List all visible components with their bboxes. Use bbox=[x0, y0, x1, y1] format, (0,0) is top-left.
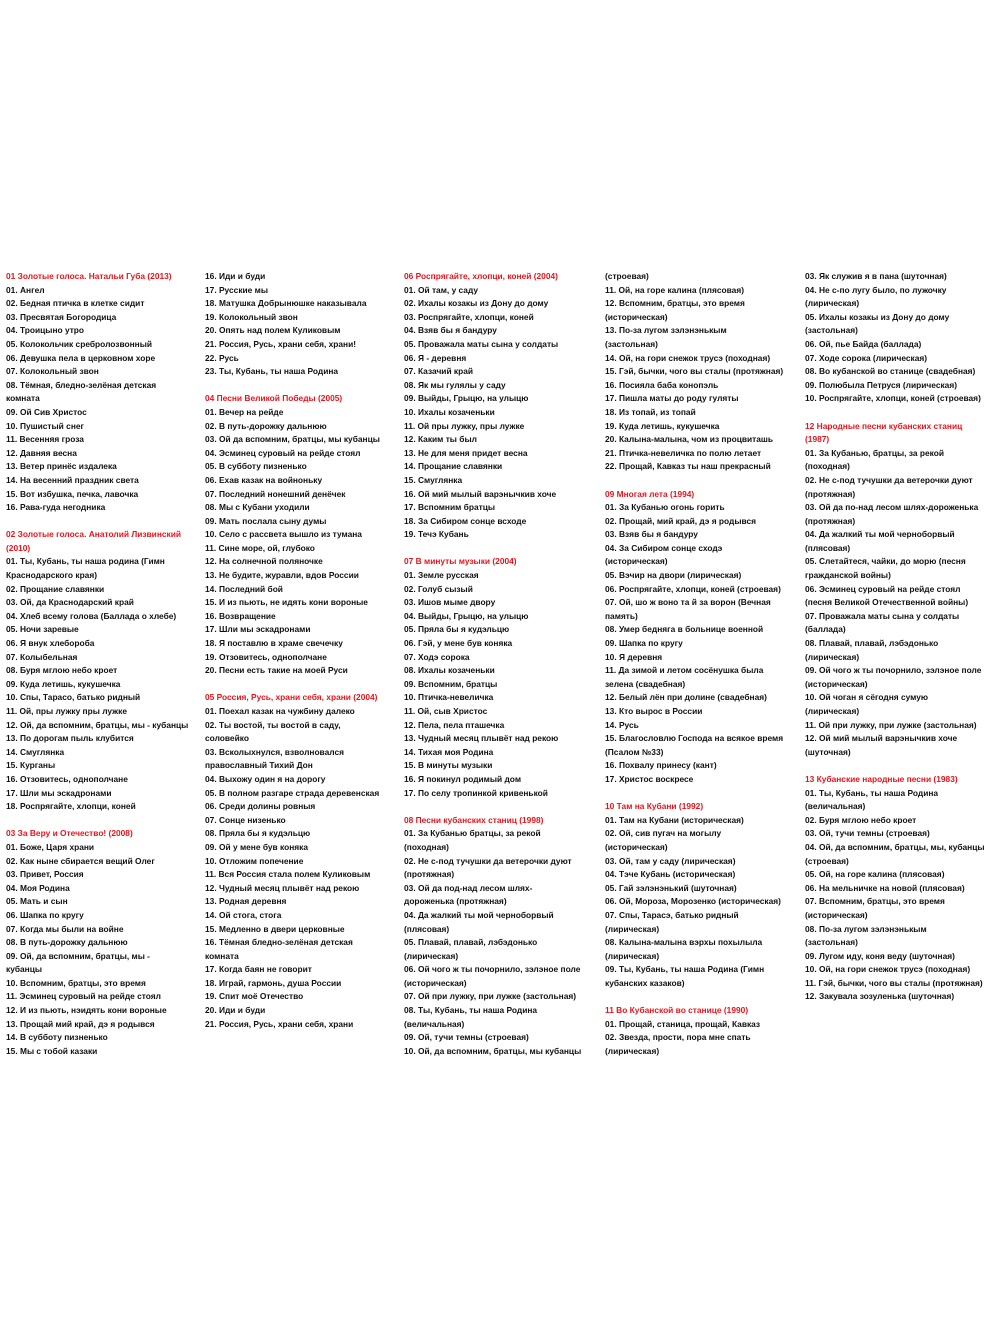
track-line: 09. Ой чого ж ты почорнило, зэлэное поле bbox=[805, 665, 982, 676]
track-line: 08. Ты, Кубань, ты наша Родина bbox=[404, 1005, 538, 1016]
track-line: 03. Привет, Россия bbox=[6, 869, 84, 880]
track-line: 07. Когда мы были на войне bbox=[6, 923, 124, 934]
track-line: 06. На мельничке на новой (плясовая) bbox=[805, 882, 965, 893]
track-line: 06. Девушка пела в церковном хоре bbox=[6, 352, 156, 363]
track-line: 19. Течэ Кубань bbox=[404, 529, 469, 540]
track-line: 08. Плавай, плавай, лэбэдонько bbox=[805, 638, 939, 649]
track-line: 08. В путь-дорожку дальнюю bbox=[6, 937, 128, 948]
track-line: 22. Русь bbox=[205, 352, 239, 363]
track-line: гражданской войны) bbox=[805, 570, 891, 581]
track-line: 05. Слетайтеся, чайки, до морю (песня bbox=[805, 556, 966, 567]
track-line: 14. Ой стога, стога bbox=[205, 909, 282, 920]
track-line: (застольная) bbox=[805, 937, 858, 948]
track-line: память) bbox=[605, 610, 638, 621]
album-heading: 05 Россия, Русь, храни себя, храни (2004) bbox=[205, 692, 378, 703]
track-line: 05. Пряла бы я кудэльцю bbox=[404, 624, 510, 635]
track-line: 06. Ой чого ж ты почорнило, зэлэное поле bbox=[404, 964, 581, 975]
album-heading: 08 Песни кубанских станиц (1998) bbox=[404, 814, 544, 825]
track-line: 10. Ой, да вспомним, братцы, мы кубанцы bbox=[404, 1045, 582, 1056]
track-line: 04. Да жалкий ты мой черноборвый bbox=[404, 909, 554, 920]
spacer bbox=[205, 379, 402, 393]
track-line: 03. Роспрягайте, хлопци, коней bbox=[404, 311, 534, 322]
track-line: 05. В полном разгаре страда деревенская bbox=[205, 787, 380, 798]
album-heading: 10 Там на Кубани (1992) bbox=[605, 801, 704, 812]
track-line: 07. Спы, Тарасэ, батько ридный bbox=[605, 909, 739, 920]
track-line: 15. Смуглянка bbox=[404, 474, 463, 485]
track-line: 12. Закувала зозуленька (шуточная) bbox=[805, 991, 955, 1002]
track-line: (протяжная) bbox=[805, 488, 856, 499]
track-line: 02. Буря мглою небо кроет bbox=[805, 814, 917, 825]
track-line: 07. Ходэ сорока bbox=[404, 651, 470, 662]
track-line: 22. Прощай, Кавказ ты наш прекрасный bbox=[605, 461, 771, 472]
track-line: 06. Эсминец суровый на рейде стоял bbox=[805, 583, 961, 594]
track-line: 07. Ой, шо ж воно та й за ворон (Вечная bbox=[605, 597, 771, 608]
track-line: 10. Птичка-невеличка bbox=[404, 692, 494, 703]
track-line: 14. Ой, на гори снежок трусэ (походная) bbox=[605, 352, 771, 363]
track-line: 17. Вспомним братцы bbox=[404, 502, 496, 513]
album-heading: 12 Народные песни кубанских станиц bbox=[805, 420, 963, 431]
track-line: 16. Иди и буди bbox=[205, 271, 266, 281]
track-line: 04. Хлеб всему голова (Баллада о хлебе) bbox=[6, 610, 177, 621]
spacer bbox=[205, 678, 402, 692]
track-line: (шуточная) bbox=[805, 746, 851, 757]
track-line: 14. Прощание славянки bbox=[404, 461, 503, 472]
track-line: 05. Ихалы козакы из Дону до дому bbox=[805, 311, 950, 322]
column-4 bbox=[605, 270, 803, 1058]
track-line: 12. Ой, да вспомним, братцы, мы - кубанцы bbox=[6, 719, 189, 730]
track-line: 23. Ты, Кубань, ты наша Родина bbox=[205, 366, 339, 377]
track-line: 20. Песни есть такие на моей Руси bbox=[205, 665, 348, 676]
track-line: 11. Сине море, ой, глубоко bbox=[205, 542, 315, 553]
track-line: 08. По-за лугом зэлэнэнькым bbox=[805, 923, 927, 934]
track-line: 05. Колокольчик сребролозвонный bbox=[6, 338, 153, 349]
track-line: 01. За Кубанью братцы, за рекой bbox=[404, 828, 541, 839]
track-line: 19. Спит моё Отечество bbox=[205, 991, 304, 1002]
track-line: 21. Птичка-невеличка по полю летает bbox=[605, 447, 762, 458]
spacer bbox=[605, 990, 803, 1004]
track-line: (лирическая) bbox=[805, 298, 860, 309]
track-line: (лирическая) bbox=[605, 923, 660, 934]
track-line: 07. Проважала маты сына у солдаты bbox=[805, 610, 960, 621]
track-line: 19. Колокольный звон bbox=[205, 311, 298, 322]
track-line: 09. Ты, Кубань, ты наша Родина (Гимн bbox=[605, 964, 765, 975]
track-line: 08. Мы с Кубани уходили bbox=[205, 502, 310, 513]
track-line: 04. Моя Родина bbox=[6, 882, 70, 893]
album-heading: 04 Песни Великой Победы (2005) bbox=[205, 393, 343, 404]
column-1 bbox=[6, 270, 203, 1058]
track-line: 03. Ой, там у саду (лирическая) bbox=[605, 855, 736, 866]
track-line: 13. По-за лугом зэлэнэнькым bbox=[605, 325, 727, 336]
track-line: 06. Я - деревня bbox=[404, 352, 467, 363]
track-line: 15. Курганы bbox=[6, 760, 56, 771]
track-line: православный Тихий Дон bbox=[205, 760, 313, 771]
track-line: (лирическая) bbox=[805, 651, 860, 662]
track-line: 08. Буря мглою небо кроет bbox=[6, 665, 118, 676]
track-line: 10. Ихалы козаченьки bbox=[404, 406, 495, 417]
album-heading: 09 Многая лета (1994) bbox=[605, 488, 695, 499]
track-line: 16. Ой мий мылый варэнычкив хоче bbox=[404, 488, 557, 499]
track-line: 04. Эсминец суровый на рейде стоял bbox=[205, 447, 361, 458]
track-line: 06. Среди долины ровныя bbox=[205, 801, 316, 812]
track-line: 03. Ой, да Краснодарский край bbox=[6, 597, 134, 608]
track-line: 11. Да зимой и летом сосёнушка была bbox=[605, 665, 764, 676]
track-line: 15. В минуты музыки bbox=[404, 760, 493, 771]
track-line: 04. Да жалкий ты мой черноборвый bbox=[805, 529, 955, 540]
track-line: комната bbox=[205, 950, 239, 961]
track-line: 01. Поехал казак на чужбину далеко bbox=[205, 706, 355, 716]
track-line: 03. Ой да вспомним, братцы, мы кубанцы bbox=[205, 434, 380, 445]
album-heading: 01 Золотые голоса. Натальи Губа (2013) bbox=[6, 271, 172, 281]
track-line: 11. Вся Россия стала полем Куликовым bbox=[205, 869, 371, 880]
track-line: 12. Белый лён при долине (свадебная) bbox=[605, 692, 767, 703]
track-line: 13. Ветер принёс издалека bbox=[6, 461, 117, 472]
track-line: 06. Гэй, у мене був коняка bbox=[404, 638, 513, 649]
track-line: 13. Прощай мий край, дэ я родывся bbox=[6, 1018, 155, 1029]
track-line: (лирическая) bbox=[605, 950, 660, 961]
track-line: (лирическая) bbox=[404, 950, 459, 961]
track-line: 14. Русь bbox=[605, 719, 639, 730]
track-line: 08. Тёмная, бледно-зелёная детская bbox=[6, 379, 157, 390]
track-line: 11. Гэй, бычки, чого вы сталы (протяжная) bbox=[805, 977, 983, 988]
track-line: 14. Тихая моя Родина bbox=[404, 746, 494, 757]
track-line: 14. Смуглянка bbox=[6, 746, 65, 757]
track-line: 04. Выхожу один я на дорогу bbox=[205, 773, 326, 784]
track-line: 16. Отзовитесь, однополчане bbox=[6, 773, 128, 784]
track-line: 16. Возвращение bbox=[205, 610, 276, 621]
spacer bbox=[605, 474, 803, 488]
track-line: комната bbox=[6, 393, 40, 404]
track-line: 15. Благословлю Господа на всякое время bbox=[605, 733, 784, 744]
track-line: 05. Плавай, плавай, лэбэдонько bbox=[404, 937, 538, 948]
track-line: 12. Каким ты был bbox=[404, 434, 477, 445]
track-line: 13. Не для меня придет весна bbox=[404, 447, 528, 458]
track-line: 03. Пресвятая Богородица bbox=[6, 311, 117, 322]
track-line: 08. Ихалы козаченьки bbox=[404, 665, 495, 676]
column-2 bbox=[205, 270, 402, 1058]
track-line: 09. Ой, да вспомним, братцы, мы - bbox=[6, 950, 150, 961]
track-line: 01. За Кубанью огонь горить bbox=[605, 502, 725, 513]
track-line: 11. Ой пры лужку, пры лужке bbox=[404, 420, 525, 431]
track-line: 04. Не с-по лугу было, по лужочку bbox=[805, 284, 947, 295]
track-line: (походная) bbox=[805, 461, 850, 472]
track-line: 18. Из топай, из топай bbox=[605, 406, 696, 417]
track-line: (походная) bbox=[404, 841, 449, 852]
track-line: 05. Гай зэлэнэнький (шуточная) bbox=[605, 882, 737, 893]
track-line: 17. Шли мы эскадронами bbox=[205, 624, 311, 635]
track-line: (величальная) bbox=[805, 801, 866, 812]
track-line: 01. Ой там, у саду bbox=[404, 284, 479, 295]
track-line: 07. Казачий край bbox=[404, 366, 474, 377]
track-line: 10. Село с рассвета вышло из тумана bbox=[205, 529, 362, 540]
track-line: 04. За Сибиром сонце сходэ bbox=[605, 542, 723, 553]
track-line: (застольная) bbox=[605, 338, 658, 349]
track-line: 03. Всколыхнулся, взволновался bbox=[205, 746, 345, 757]
track-line: (строевая) bbox=[805, 855, 849, 866]
album-heading: 07 В минуты музыки (2004) bbox=[404, 556, 517, 567]
track-line: 08. Як мы гулялы у саду bbox=[404, 379, 506, 390]
track-line: (лирическая) bbox=[605, 1045, 660, 1056]
track-line: 14. Последний бой bbox=[205, 583, 283, 594]
track-line: 10. Спы, Тарасо, батько ридный bbox=[6, 692, 141, 703]
track-line: 19. Куда летишь, кукушечка bbox=[605, 420, 720, 431]
album-heading: 11 Во Кубанской во станице (1990) bbox=[605, 1005, 749, 1016]
track-line: (историческая) bbox=[605, 841, 668, 852]
track-line: 16. Похвалу принесу (кант) bbox=[605, 760, 717, 771]
track-line: 07. Ходе сорока (лирическая) bbox=[805, 352, 928, 363]
track-line: 07. Ой при лужку, при лужке (застольная) bbox=[404, 991, 577, 1002]
track-line: 09. Шапка по кругу bbox=[605, 638, 683, 649]
track-line: (плясовая) bbox=[805, 542, 851, 553]
track-line: 10. Я деревня bbox=[605, 651, 663, 662]
track-line: 12. Пела, пела пташечка bbox=[404, 719, 505, 730]
track-line: 18. За Сибиром сонце всходе bbox=[404, 515, 527, 526]
track-line: 09. Ой, тучи темны (строевая) bbox=[404, 1032, 529, 1043]
track-line: 13. Кто вырос в России bbox=[605, 706, 703, 716]
track-line: 04. Троицыно утро bbox=[6, 325, 85, 336]
track-line: 04. Выйды, Грыцю, на улыцю bbox=[404, 610, 529, 621]
track-line: 20. Опять над полем Куликовым bbox=[205, 325, 341, 336]
track-line: 01. Ты, Кубань, ты наша родина (Гимн bbox=[6, 556, 165, 567]
track-line: 09. Лугом иду, коня веду (шуточная) bbox=[805, 950, 955, 961]
track-line: (историческая) bbox=[404, 977, 467, 988]
track-line: 15. Медленно в двери церковные bbox=[205, 923, 345, 934]
track-line: 03. Ой да по-над лесом шлях-дороженька bbox=[805, 502, 979, 513]
track-line: 10. Ой, на гори снежок трусэ (походная) bbox=[805, 964, 971, 975]
track-line: 11. Ой, пры лужку пры лужке bbox=[6, 706, 127, 716]
track-line: 07. Вспомним, братцы, это время bbox=[805, 896, 945, 907]
track-line: (протяжная) bbox=[404, 869, 455, 880]
track-line: (историческая) bbox=[805, 909, 868, 920]
column-5 bbox=[805, 270, 998, 1058]
track-line: 09. Ой Сив Христос bbox=[6, 406, 87, 417]
track-line: 18. Я поставлю в храме свечечку bbox=[205, 638, 343, 649]
track-line: 17. Когда баян не говорит bbox=[205, 964, 312, 975]
track-line: (строевая) bbox=[605, 271, 649, 281]
track-line: 05. Вэчир на двори (лирическая) bbox=[605, 570, 742, 581]
track-line: 21. Россия, Русь, храни себя, храни! bbox=[205, 338, 357, 349]
track-line: 08. Калына-малына вэрхы похылыла bbox=[605, 937, 763, 948]
track-line: 14. В субботу пизненько bbox=[6, 1032, 108, 1043]
track-line: 03. Взяв бы я бандуру bbox=[605, 529, 698, 540]
track-line: 01. За Кубанью, братцы, за рекой bbox=[805, 447, 944, 458]
track-line: 02. Ты востой, ты востой в саду, bbox=[205, 719, 341, 730]
track-line: 02. Ихалы козакы из Дону до дому bbox=[404, 298, 549, 309]
track-line: (плясовая) bbox=[404, 923, 450, 934]
track-line: 07. Колокольный звон bbox=[6, 366, 99, 377]
track-line: 05. Ночи заревые bbox=[6, 624, 79, 635]
track-line: 17. Христос воскресе bbox=[605, 773, 694, 784]
track-line: 11. Ой, на горе калина (плясовая) bbox=[605, 284, 745, 295]
track-line: 07. Последний нонешний денёчек bbox=[205, 488, 346, 499]
track-line: 15. Вот избушка, печка, лавочка bbox=[6, 488, 139, 499]
track-line: дороженька (протяжная) bbox=[404, 896, 507, 907]
track-line: 08. Пряла бы я кудэльцю bbox=[205, 828, 311, 839]
track-line: зелена (свадебная) bbox=[605, 678, 686, 689]
track-line: 16. Тёмная бледно-зелёная детская bbox=[205, 937, 353, 948]
track-line: 04. Взяв бы я бандуру bbox=[404, 325, 497, 336]
track-line: 05. Мать и сын bbox=[6, 896, 68, 907]
track-line: 02. Прощай, мий край, дэ я родывся bbox=[605, 515, 756, 526]
spacer bbox=[805, 406, 998, 420]
track-line: 09. Ой у мене був коняка bbox=[205, 841, 309, 852]
track-line: соловейко bbox=[205, 733, 249, 744]
track-line: 15. Гэй, бычки, чого вы сталы (протяжная) bbox=[605, 366, 784, 377]
track-line: (баллада) bbox=[805, 624, 846, 635]
track-line: 05. Ой, на горе калина (плясовая) bbox=[805, 869, 945, 880]
track-line: 13. Чудный месяц плывёт над рекою bbox=[404, 733, 559, 744]
track-line: 02. Звезда, прости, пора мне спать bbox=[605, 1032, 751, 1043]
track-line: 02. Не с-под тучушки да ветерочки дуют bbox=[805, 474, 973, 485]
track-line: 18. Матушка Добрынюшке наказывала bbox=[205, 298, 367, 309]
track-line: 20. Калына-малына, чом из процвиташь bbox=[605, 434, 774, 445]
album-heading: 13 Кубанские народные песни (1983) bbox=[805, 773, 958, 784]
column-3 bbox=[404, 270, 603, 1058]
track-line: 17. По селу тропинкой кривенькой bbox=[404, 787, 548, 798]
track-line: кубанских казаков) bbox=[605, 977, 685, 988]
track-line: 16. Я покинул родимый дом bbox=[404, 773, 522, 784]
track-line: 02. Прощание славянки bbox=[6, 583, 105, 594]
track-line: 07. Колыбельная bbox=[6, 651, 78, 662]
album-heading: 02 Золотые голоса. Анатолий Лизвинский bbox=[6, 529, 182, 540]
track-line: (протяжная) bbox=[805, 515, 856, 526]
album-heading: 06 Роспрягайте, хлопци, коней (2004) bbox=[404, 271, 558, 281]
track-line: 12. Чудный месяц плывёт над рекою bbox=[205, 882, 360, 893]
track-line: 04. Тэче Кубань (историческая) bbox=[605, 869, 736, 880]
album-heading: (1987) bbox=[805, 434, 830, 445]
track-line: 03. Ишов мыме двору bbox=[404, 597, 496, 608]
track-line: (величальная) bbox=[404, 1018, 465, 1029]
track-line: 02. Ой, сив пугач на могылу bbox=[605, 828, 722, 839]
track-line: 16. Рава-гуда негодника bbox=[6, 502, 106, 513]
track-line: (песня Великой Отечественной войны) bbox=[805, 597, 969, 608]
track-line: 11. Весенняя гроза bbox=[6, 434, 84, 445]
track-line: 14. На весенний праздник света bbox=[6, 474, 139, 485]
track-line: 18. Играй, гармонь, душа России bbox=[205, 977, 342, 988]
track-line: (историческая) bbox=[605, 311, 668, 322]
track-line: (лирическая) bbox=[805, 706, 860, 716]
track-line: 15. Мы с тобой казаки bbox=[6, 1045, 98, 1056]
track-line: 08. Умер бедняга в больнице военной bbox=[605, 624, 764, 635]
spacer bbox=[6, 814, 203, 828]
track-line: 10. Ой чоган я сёгодня сумую bbox=[805, 692, 929, 703]
track-line: 07. Сонце низенько bbox=[205, 814, 286, 825]
track-line: 17. Русские мы bbox=[205, 284, 268, 295]
track-line: (историческая) bbox=[805, 678, 868, 689]
track-line: 11. Ой, сыв Христос bbox=[404, 706, 488, 716]
track-line: 03. Ой, тучи темны (строевая) bbox=[805, 828, 930, 839]
track-line: (застольная) bbox=[805, 325, 858, 336]
track-line: (Псалом №33) bbox=[605, 746, 664, 757]
track-line: Краснодарского края) bbox=[6, 570, 98, 581]
track-line: 02. Голуб сызый bbox=[404, 583, 473, 594]
track-line: 06. Роспрягайте, хлопци, коней (строевая) bbox=[605, 583, 781, 594]
track-line: 01. Там на Кубани (историческая) bbox=[605, 814, 744, 825]
track-line: 09. Выйды, Грыцю, на улыцю bbox=[404, 393, 529, 404]
track-line: 13. Родная деревня bbox=[205, 896, 287, 907]
track-line: 15. И из пьють, не идять кони вороные bbox=[205, 597, 368, 608]
track-line: 01. Боже, Царя храни bbox=[6, 841, 95, 852]
track-line: 13. По дорогам пыль клубится bbox=[6, 733, 134, 744]
track-line: (историческая) bbox=[605, 556, 668, 567]
spacer bbox=[404, 542, 603, 556]
spacer bbox=[605, 787, 803, 801]
track-line: 16. Посияла баба конопэль bbox=[605, 379, 719, 390]
track-line: 09. Вспомним, братцы bbox=[404, 678, 498, 689]
track-line: 06. Ехав казак на войноньку bbox=[205, 474, 323, 485]
track-line: 10. Вспомним, братцы, это время bbox=[6, 977, 146, 988]
track-line: 01. Прощай, станица, прощай, Кавказ bbox=[605, 1018, 761, 1029]
track-line: 18. Роспрягайте, хлопци, коней bbox=[6, 801, 136, 812]
track-line: 09. Полюбыла Петруся (лирическая) bbox=[805, 379, 957, 390]
track-line: 09. Мать послала сыну думы bbox=[205, 515, 327, 526]
track-line: 19. Отзовитесь, однополчане bbox=[205, 651, 327, 662]
track-line: кубанцы bbox=[6, 964, 43, 975]
track-line: 21. Россия, Русь, храни себя, храни bbox=[205, 1018, 354, 1029]
track-line: 06. Я внук хлебороба bbox=[6, 638, 95, 649]
track-line: 06. Ой, Мороза, Морозенко (историческая) bbox=[605, 896, 781, 907]
track-line: 01. Земле русская bbox=[404, 570, 479, 581]
track-line: 12. И из пьють, нэидять кони вороные bbox=[6, 1005, 167, 1016]
track-line: 02. Не с-под тучушки да ветерочки дуют bbox=[404, 855, 572, 866]
track-line: 02. В путь-дорожку дальнюю bbox=[205, 420, 327, 431]
track-line: 20. Иди и буди bbox=[205, 1005, 266, 1016]
track-line: 08. Во кубанской во станице (свадебная) bbox=[805, 366, 976, 377]
track-line: 05. Проважала маты сына у солдаты bbox=[404, 338, 559, 349]
spacer bbox=[6, 515, 203, 529]
track-line: 05. В субботу пизненько bbox=[205, 461, 307, 472]
track-line: 12. Давняя весна bbox=[6, 447, 77, 458]
track-line: 10. Отложим попечение bbox=[205, 855, 304, 866]
track-line: 13. Не будите, журавли, вдов России bbox=[205, 570, 359, 581]
track-line: 06. Шапка по кругу bbox=[6, 909, 84, 920]
track-line: 03. Як служив я в пана (шуточная) bbox=[805, 271, 947, 281]
track-line: 11. Ой при лужку, при лужке (застольная) bbox=[805, 719, 977, 730]
track-line: 12. Ой мий мылый варэнычкив хоче bbox=[805, 733, 958, 744]
track-line: 03. Ой да под-над лесом шлях- bbox=[404, 882, 533, 893]
track-line: 01. Ангел bbox=[6, 284, 45, 295]
track-line: 09. Куда летишь, кукушечка bbox=[6, 678, 121, 689]
spacer bbox=[404, 800, 603, 814]
track-line: 11. Эсминец суровый на рейде стоял bbox=[6, 991, 161, 1002]
album-heading: 03 За Веру и Отечество! (2008) bbox=[6, 828, 133, 839]
track-line: 02. Бедная птичка в клетке сидит bbox=[6, 298, 145, 309]
spacer bbox=[805, 759, 998, 773]
track-line: 04. Ой, да вспомним, братцы, мы, кубанцы bbox=[805, 841, 985, 852]
track-line: 01. Вечер на рейде bbox=[205, 406, 284, 417]
track-line: 12. Вспомним, братцы, это время bbox=[605, 298, 745, 309]
track-line: 10. Пушистый снег bbox=[6, 420, 85, 431]
track-line: 10. Роспрягайте, хлопци, коней (строевая) bbox=[805, 393, 981, 404]
album-heading: (2010) bbox=[6, 542, 31, 553]
track-line: 02. Как ныне сбирается вещий Олег bbox=[6, 855, 155, 866]
track-line: 06. Ой, пье Байда (баллада) bbox=[805, 338, 922, 349]
track-line: 01. Ты, Кубань, ты наша Родина bbox=[805, 787, 939, 798]
tracklist-sheet bbox=[6, 270, 996, 1058]
track-line: 17. Шли мы эскадронами bbox=[6, 787, 112, 798]
track-line: 17. Пишла маты до роду гуляты bbox=[605, 393, 739, 404]
track-line: 12. На солнечной поляночке bbox=[205, 556, 323, 567]
